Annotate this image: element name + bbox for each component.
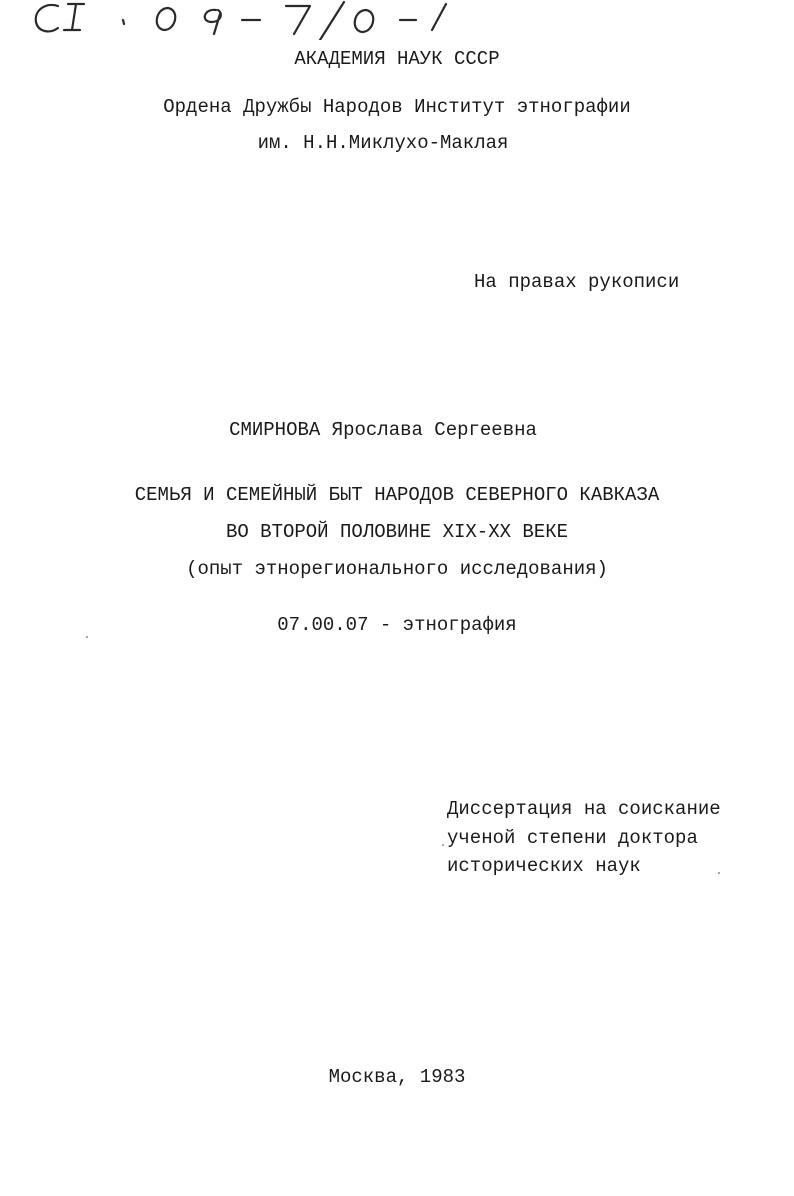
scan-speck	[718, 872, 720, 874]
academy-heading: АКАДЕМИЯ НАУК СССР	[294, 48, 500, 70]
scan-speck	[86, 636, 88, 638]
degree-statement-line2: ученой степени доктора	[447, 827, 698, 849]
place-and-year: Москва, 1983	[328, 1066, 466, 1088]
specialty-code: 07.00.07 - этнография	[277, 614, 517, 636]
dissertation-title-line3: (опыт этнорегионального исследования)	[186, 558, 608, 580]
scan-speck	[442, 844, 444, 846]
handwritten-archive-mark	[28, 0, 458, 40]
author-name: СМИРНОВА Ярослава Сергеевна	[229, 419, 537, 441]
degree-statement-line1: Диссертация на соискание	[447, 798, 721, 820]
rights-note: На правах рукописи	[474, 271, 680, 293]
institute-name-line2: им. Н.Н.Миклухо-Маклая	[257, 132, 509, 154]
institute-name-line1: Ордена Дружбы Народов Институт этнографии	[163, 96, 631, 118]
dissertation-title-line2: ВО ВТОРОЙ ПОЛОВИНЕ XIX-XX ВЕКЕ	[225, 521, 569, 543]
degree-statement-line3: исторических наук	[447, 855, 641, 877]
dissertation-title-line1: СЕМЬЯ И СЕМЕЙНЫЙ БЫТ НАРОДОВ СЕВЕРНОГО КАВКАЗА	[134, 484, 660, 506]
